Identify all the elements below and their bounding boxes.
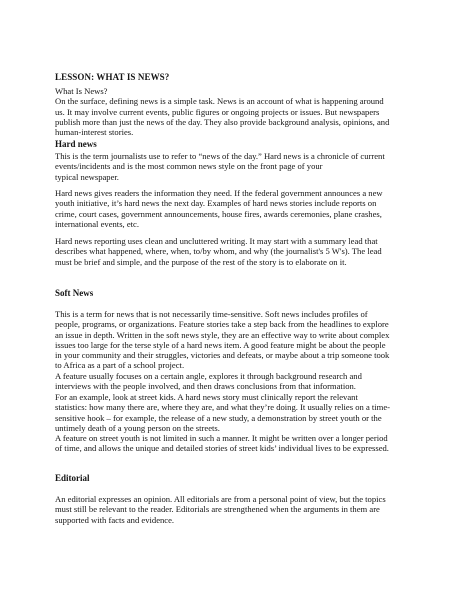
paragraph-line: typical newspaper. bbox=[55, 171, 119, 182]
paragraph-line: statistics: how many there are, where they are, and what they’re doing. It usually relies on a time- bbox=[55, 402, 391, 413]
paragraph-line: untimely death of a young person on the streets. bbox=[55, 422, 220, 433]
paragraph-line: This is the term journalists use to refer to “news of the day.” Hard news is a chronicle of current bbox=[55, 151, 385, 161]
paragraph-line: issues too large for the terse style of a hard news item. A good feature might be about the people bbox=[55, 339, 386, 350]
paragraph-line: This is a term for news that is not necessarily time-sensitive. Soft news includes profiles of bbox=[55, 309, 368, 319]
paragraph-line: interviews with the people involved, and then draws conclusions from that information. bbox=[55, 381, 356, 392]
hard-news-paragraph-3 bbox=[55, 236, 425, 267]
lesson-title: LESSON: WHAT IS NEWS? bbox=[55, 72, 170, 82]
soft-news-heading: Soft News bbox=[55, 288, 94, 298]
paragraph-line: international events, etc. bbox=[55, 218, 139, 229]
paragraph-line: human-interest stories. bbox=[55, 127, 134, 138]
paragraph-line: An editorial expresses an opinion. All editorials are from a personal point of view, but the topics bbox=[55, 494, 386, 504]
paragraph-line: must be brief and simple, and the purpose of the rest of the story is to elaborate on it. bbox=[55, 256, 347, 267]
intro-subtitle: What Is News? bbox=[55, 86, 108, 96]
soft-news-paragraph-2 bbox=[55, 371, 425, 392]
paragraph-line: describes what happened, where, when, to/by whom, and why (the journalist's 5 W's). The lead bbox=[55, 246, 382, 257]
hard-news-heading: Hard news bbox=[55, 139, 97, 149]
paragraph-line: For an example, look at street kids. A hard news story must clinically report the relevant bbox=[55, 392, 358, 402]
paragraph-line: to Africa as a part of a school project. bbox=[55, 360, 185, 371]
paragraph-line: youth initiative, it’s hard news the next day. Examples of hard news stories include reports on bbox=[55, 198, 377, 209]
hard-news-paragraph-2 bbox=[55, 188, 425, 229]
paragraph-line: must still be relevant to the reader. Editorials are strengthened when the arguments in them are bbox=[55, 504, 380, 515]
paragraph-line: an issue in depth. Written in the soft news style, they are an effective way to write about complex bbox=[55, 329, 390, 340]
paragraph-line: supported with facts and evidence. bbox=[55, 514, 175, 525]
paragraph-line: crime, court cases, government announcements, house fires, awards ceremonies, plane crashes, bbox=[55, 208, 382, 219]
paragraph-line: On the surface, defining news is a simple task. News is an account of what is happening around bbox=[55, 96, 384, 107]
paragraph-line: us. It may involve current events, public figures or ongoing projects or issues. But newspapers bbox=[55, 106, 380, 117]
editorial-heading: Editorial bbox=[55, 473, 90, 483]
paragraph-line: Hard news reporting uses clean and uncluttered writing. It may start with a summary lead that bbox=[55, 236, 378, 246]
paragraph-line: A feature on street youth is not limited in such a manner. It might be written over a longer period bbox=[55, 433, 388, 443]
paragraph-line: A feature usually focuses on a certain angle, explores it through background research and bbox=[55, 371, 362, 381]
intro-section bbox=[55, 86, 425, 137]
soft-news-paragraph-4 bbox=[55, 433, 425, 454]
paragraph-line: of time, and allows the unique and detailed stories of street kids’ individual lives to be expressed. bbox=[55, 443, 389, 454]
paragraph-line: in your community and their struggles, victories and defeats, or maybe about a trip someone took bbox=[55, 350, 390, 361]
soft-news-paragraph-1 bbox=[55, 309, 425, 371]
editorial-paragraph-1 bbox=[55, 494, 425, 525]
soft-news-paragraph-3 bbox=[55, 392, 425, 433]
paragraph-line: publish more than just the news of the day. They also provide background analysis, opinions, and bbox=[55, 116, 390, 127]
paragraph-line: people, programs, or organizations. Feature stories take a step back from the headlines to explore bbox=[55, 319, 389, 330]
paragraph-line: sensitive hook – for example, the release of a new study, a demonstration by street youth or the bbox=[55, 412, 382, 423]
paragraph-line: Hard news gives readers the information they need. If the federal government announces a new bbox=[55, 188, 383, 198]
hard-news-paragraph-1 bbox=[55, 151, 425, 182]
paragraph-line: events/incidents and is the most common news style on the front page of your bbox=[55, 161, 323, 172]
